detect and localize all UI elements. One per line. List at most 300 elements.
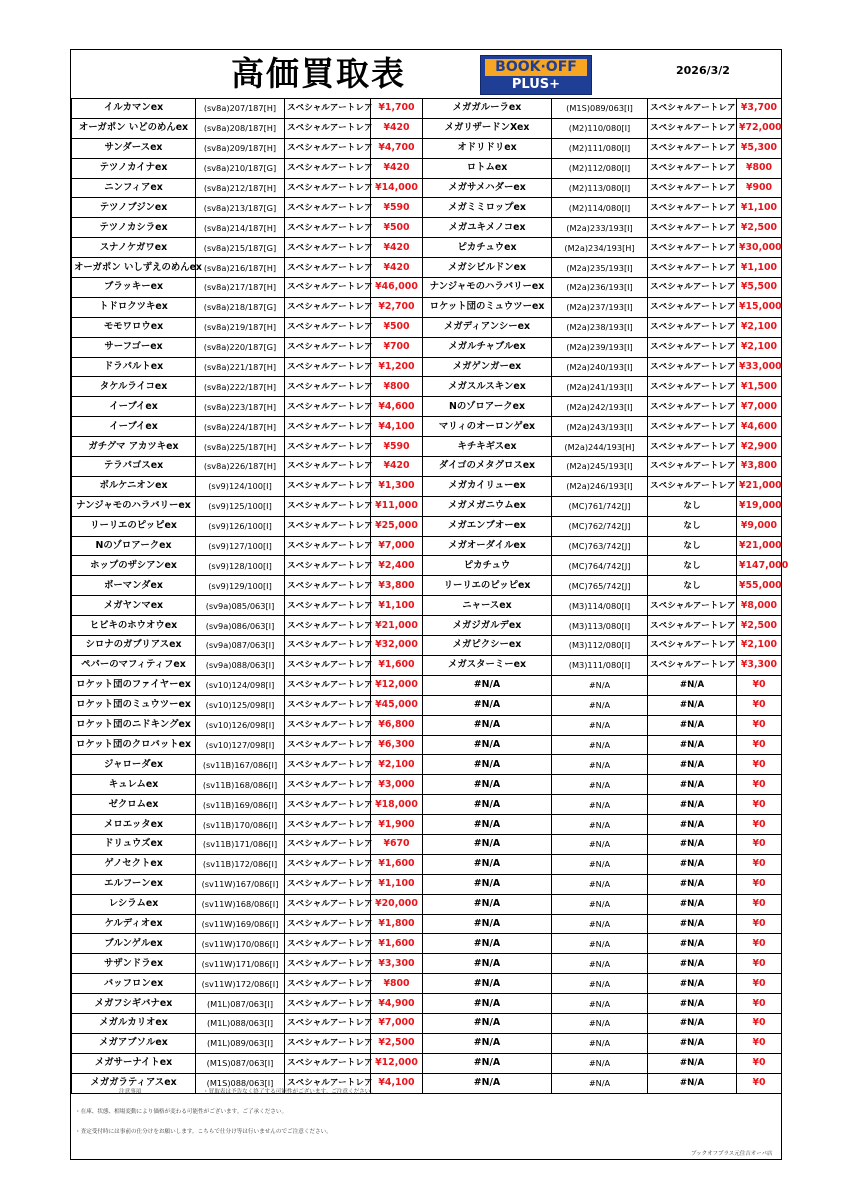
card-name-cell: サザンドラex (72, 954, 196, 974)
table-row (72, 457, 782, 477)
card-name-cell: ジャローダex (72, 755, 196, 775)
card-code-cell: (sv11B)168/086[I] (196, 775, 285, 795)
rarity-cell: スペシャルアートレア (285, 735, 371, 755)
table-row (72, 854, 782, 874)
rarity-cell: #N/A (648, 834, 737, 854)
price-cell: ¥420 (371, 258, 423, 278)
table-row (72, 297, 782, 317)
table-row (72, 894, 782, 914)
price-cell: ¥9,000 (737, 516, 782, 536)
price-cell: ¥7,000 (371, 536, 423, 556)
card-code-cell: (M2a)235/193[I] (552, 258, 648, 278)
rarity-cell: #N/A (648, 1073, 737, 1093)
card-code-cell: (MC)763/742[J] (552, 536, 648, 556)
table-row (72, 596, 782, 616)
rarity-cell: スペシャルアートレア (285, 178, 371, 198)
rarity-cell: スペシャルアートレア (285, 556, 371, 576)
card-code-cell: (M2a)244/193[H] (552, 437, 648, 457)
card-name-cell: ドラパルトex (72, 357, 196, 377)
card-code-cell: (sv11W)172/086[I] (196, 974, 285, 994)
rarity-cell: スペシャルアートレア (648, 476, 737, 496)
card-code-cell: (sv11W)170/086[I] (196, 934, 285, 954)
price-cell: ¥0 (737, 934, 782, 954)
card-name-cell: シロナのガブリアスex (72, 636, 196, 656)
card-name-cell: メガメガニウムex (423, 496, 552, 516)
rarity-cell: #N/A (648, 1013, 737, 1033)
rarity-cell: #N/A (648, 735, 737, 755)
card-code-cell: (M1L)089/063[I] (196, 1033, 285, 1053)
rarity-cell: スペシャルアートレア (285, 775, 371, 795)
table-row (72, 437, 782, 457)
rarity-cell: スペシャルアートレア (285, 496, 371, 516)
card-code-cell: (M3)113/080[I] (552, 616, 648, 636)
rarity-cell: なし (648, 536, 737, 556)
price-cell: ¥700 (371, 337, 423, 357)
card-name-cell: ブラッキーex (72, 278, 196, 298)
card-code-cell: (M2a)246/193[I] (552, 476, 648, 496)
table-row (72, 914, 782, 934)
card-code-cell: #N/A (552, 1053, 648, 1073)
card-code-cell: (sv9)129/100[I] (196, 576, 285, 596)
card-name-cell: ダイゴのメタグロスex (423, 457, 552, 477)
price-cell: ¥21,000 (737, 476, 782, 496)
card-name-cell: ナンジャモのハラバリーex (423, 278, 552, 298)
price-cell: ¥800 (371, 974, 423, 994)
table-row (72, 675, 782, 695)
card-code-cell: (sv8a)212/187[H] (196, 178, 285, 198)
rarity-cell: スペシャルアートレア (648, 218, 737, 238)
card-name-cell: #N/A (423, 1053, 552, 1073)
card-name-cell: ホップのザシアンex (72, 556, 196, 576)
card-name-cell: ケルディオex (72, 914, 196, 934)
rarity-cell: #N/A (648, 914, 737, 934)
rarity-cell: スペシャルアートレア (285, 874, 371, 894)
card-name-cell: ガチグマ アカツキex (72, 437, 196, 457)
rarity-cell: スペシャルアートレア (285, 357, 371, 377)
card-name-cell: ロケット団のファイヤーex (72, 675, 196, 695)
card-name-cell: メガヤンマex (72, 596, 196, 616)
card-name-cell: オーガポン いしずえのめんex (72, 258, 196, 278)
card-code-cell: #N/A (552, 815, 648, 835)
card-name-cell: ロケット団のニドキングex (72, 715, 196, 735)
price-cell: ¥0 (737, 695, 782, 715)
card-name-cell: メロエッタex (72, 815, 196, 835)
price-cell: ¥3,800 (371, 576, 423, 596)
rarity-cell: スペシャルアートレア (285, 218, 371, 238)
price-cell: ¥420 (371, 158, 423, 178)
table-row (72, 954, 782, 974)
price-cell: ¥3,800 (737, 457, 782, 477)
price-cell: ¥420 (371, 457, 423, 477)
card-code-cell: #N/A (552, 994, 648, 1014)
card-code-cell: (MC)765/742[J] (552, 576, 648, 596)
card-code-cell: (sv11B)172/086[I] (196, 854, 285, 874)
price-cell: ¥0 (737, 715, 782, 735)
rarity-cell: #N/A (648, 795, 737, 815)
card-name-cell: メガスターミーex (423, 655, 552, 675)
card-name-cell: メガルカリオex (72, 1013, 196, 1033)
price-cell: ¥45,000 (371, 695, 423, 715)
card-code-cell: (sv8a)216/187[H] (196, 258, 285, 278)
rarity-cell: スペシャルアートレア (648, 138, 737, 158)
rarity-cell: スペシャルアートレア (285, 596, 371, 616)
card-code-cell: (sv11W)169/086[I] (196, 914, 285, 934)
table-row (72, 516, 782, 536)
card-name-cell: ロケット団のミュウツーex (72, 695, 196, 715)
card-code-cell: #N/A (552, 914, 648, 934)
price-cell: ¥2,500 (371, 1033, 423, 1053)
card-code-cell: (sv9)124/100[I] (196, 476, 285, 496)
table-row (72, 198, 782, 218)
card-code-cell: (sv10)127/098[I] (196, 735, 285, 755)
table-row (72, 536, 782, 556)
price-cell: ¥0 (737, 675, 782, 695)
table-row (72, 556, 782, 576)
rarity-cell: スペシャルアートレア (285, 337, 371, 357)
card-code-cell: (M2)114/080[I] (552, 198, 648, 218)
card-name-cell: キュレムex (72, 775, 196, 795)
table-row (72, 834, 782, 854)
table-row (72, 655, 782, 675)
card-name-cell: モモワロウex (72, 317, 196, 337)
table-row (72, 118, 782, 138)
card-code-cell: (sv9a)088/063[I] (196, 655, 285, 675)
card-name-cell: ピカチュウex (423, 238, 552, 258)
note-line: ・査定受付時には事前の仕分けをお願いします。こちらで仕分け等は行いませんのでご注意ください。 (75, 1129, 332, 1135)
rarity-cell: スペシャルアートレア (648, 258, 737, 278)
price-cell: ¥420 (371, 238, 423, 258)
rarity-cell: なし (648, 516, 737, 536)
card-name-cell: #N/A (423, 695, 552, 715)
card-name-cell: #N/A (423, 1073, 552, 1093)
rarity-cell: #N/A (648, 815, 737, 835)
card-name-cell: バッフロンex (72, 974, 196, 994)
card-code-cell: (M3)112/080[I] (552, 636, 648, 656)
rarity-cell: スペシャルアートレア (285, 695, 371, 715)
logo-wordmark: BOOK·OFF (485, 59, 587, 76)
price-cell: ¥0 (737, 974, 782, 994)
table-row (72, 496, 782, 516)
price-cell: ¥55,000 (737, 576, 782, 596)
card-code-cell: (sv8a)217/187[H] (196, 278, 285, 298)
price-cell: ¥1,600 (371, 655, 423, 675)
card-name-cell: #N/A (423, 854, 552, 874)
card-code-cell: (sv11W)168/086[I] (196, 894, 285, 914)
card-name-cell: メガカイリューex (423, 476, 552, 496)
rarity-cell: スペシャルアートレア (648, 636, 737, 656)
price-cell: ¥25,000 (371, 516, 423, 536)
price-cell: ¥1,100 (737, 198, 782, 218)
price-cell: ¥7,000 (371, 1013, 423, 1033)
card-name-cell: #N/A (423, 874, 552, 894)
card-name-cell: メガアブソルex (72, 1033, 196, 1053)
card-code-cell: #N/A (552, 1073, 648, 1093)
rarity-cell: #N/A (648, 755, 737, 775)
card-code-cell: (M2a)240/193[I] (552, 357, 648, 377)
card-name-cell: イルカマンex (72, 99, 196, 119)
rarity-cell: スペシャルアートレア (648, 616, 737, 636)
card-name-cell: メガリザードンXex (423, 118, 552, 138)
card-code-cell: #N/A (552, 795, 648, 815)
rarity-cell: スペシャルアートレア (648, 357, 737, 377)
rarity-cell: #N/A (648, 894, 737, 914)
price-cell: ¥0 (737, 795, 782, 815)
card-name-cell: メガゲンガーex (423, 357, 552, 377)
rarity-cell: スペシャルアートレア (285, 1013, 371, 1033)
card-name-cell: ナンジャモのハラバリーex (72, 496, 196, 516)
card-code-cell: #N/A (552, 735, 648, 755)
card-name-cell: ロトムex (423, 158, 552, 178)
card-code-cell: #N/A (552, 695, 648, 715)
price-cell: ¥6,300 (371, 735, 423, 755)
price-cell: ¥18,000 (371, 795, 423, 815)
card-code-cell: (M2a)237/193[I] (552, 297, 648, 317)
card-name-cell: サーフゴーex (72, 337, 196, 357)
price-cell: ¥1,600 (371, 934, 423, 954)
table-row (72, 974, 782, 994)
price-cell: ¥4,700 (371, 138, 423, 158)
rarity-cell: スペシャルアートレア (648, 238, 737, 258)
price-cell: ¥0 (737, 775, 782, 795)
price-cell: ¥0 (737, 894, 782, 914)
card-name-cell: ペパーのマフィティフex (72, 655, 196, 675)
card-code-cell: (MC)761/742[J] (552, 496, 648, 516)
price-cell: ¥590 (371, 437, 423, 457)
price-cell: ¥46,000 (371, 278, 423, 298)
rarity-cell: スペシャルアートレア (285, 417, 371, 437)
price-cell: ¥4,900 (371, 994, 423, 1014)
card-name-cell: ロケット団のクロバットex (72, 735, 196, 755)
rarity-cell: スペシャルアートレア (285, 755, 371, 775)
table-row (72, 158, 782, 178)
price-cell: ¥500 (371, 218, 423, 238)
card-name-cell: ボルケニオンex (72, 476, 196, 496)
table-row (72, 874, 782, 894)
rarity-cell: スペシャルアートレア (648, 437, 737, 457)
price-cell: ¥0 (737, 874, 782, 894)
price-table-body (72, 99, 789, 1094)
card-name-cell: ゼクロムex (72, 795, 196, 815)
card-code-cell: (MC)764/742[J] (552, 556, 648, 576)
table-row (72, 417, 782, 437)
card-name-cell: ニャースex (423, 596, 552, 616)
card-code-cell: #N/A (552, 1013, 648, 1033)
rarity-cell: スペシャルアートレア (285, 238, 371, 258)
card-name-cell: #N/A (423, 914, 552, 934)
card-name-cell: メガユキメノコex (423, 218, 552, 238)
price-cell: ¥14,000 (371, 178, 423, 198)
card-code-cell: (M2a)243/193[I] (552, 417, 648, 437)
price-cell: ¥0 (737, 994, 782, 1014)
card-code-cell: (sv10)124/098[I] (196, 675, 285, 695)
card-name-cell: #N/A (423, 675, 552, 695)
rarity-cell: なし (648, 556, 737, 576)
note-line: ・買取表は予告なく終了する可能性がございます。ご注意ください。 (203, 1089, 376, 1095)
price-cell: ¥0 (737, 1073, 782, 1093)
price-cell: ¥0 (737, 755, 782, 775)
table-row (72, 815, 782, 835)
card-code-cell: #N/A (552, 834, 648, 854)
card-name-cell: ロケット団のミュウツーex (423, 297, 552, 317)
card-name-cell: メガフシギバナex (72, 994, 196, 1014)
price-cell: ¥900 (737, 178, 782, 198)
rarity-cell: スペシャルアートレア (648, 178, 737, 198)
card-name-cell: #N/A (423, 815, 552, 835)
price-cell: ¥1,700 (371, 99, 423, 119)
sheet-header (71, 50, 781, 98)
rarity-cell: スペシャルアートレア (285, 715, 371, 735)
card-code-cell: (sv10)125/098[I] (196, 695, 285, 715)
price-cell: ¥72,000 (737, 118, 782, 138)
card-code-cell: (sv8a)208/187[H] (196, 118, 285, 138)
rarity-cell: #N/A (648, 1053, 737, 1073)
card-name-cell: キチキギスex (423, 437, 552, 457)
table-row (72, 775, 782, 795)
table-row (72, 397, 782, 417)
card-code-cell: (sv8a)219/187[H] (196, 317, 285, 337)
card-name-cell: #N/A (423, 834, 552, 854)
price-cell: ¥5,300 (737, 138, 782, 158)
price-cell: ¥32,000 (371, 636, 423, 656)
table-row (72, 138, 782, 158)
price-cell: ¥12,000 (371, 1053, 423, 1073)
table-row (72, 1013, 782, 1033)
card-code-cell: (sv9)127/100[I] (196, 536, 285, 556)
card-code-cell: (sv8a)225/187[H] (196, 437, 285, 457)
card-name-cell: #N/A (423, 994, 552, 1014)
price-cell: ¥2,100 (737, 636, 782, 656)
card-name-cell: ゲノセクトex (72, 854, 196, 874)
price-cell: ¥21,000 (737, 536, 782, 556)
card-name-cell: テツノブジンex (72, 198, 196, 218)
price-cell: ¥5,500 (737, 278, 782, 298)
card-code-cell: (M2a)242/193[I] (552, 397, 648, 417)
price-cell: ¥21,000 (371, 616, 423, 636)
table-row (72, 1033, 782, 1053)
card-code-cell: #N/A (552, 775, 648, 795)
card-name-cell: レシラムex (72, 894, 196, 914)
table-row (72, 357, 782, 377)
price-cell: ¥1,500 (737, 377, 782, 397)
price-cell: ¥0 (737, 834, 782, 854)
card-name-cell: メガエンブオーex (423, 516, 552, 536)
price-cell: ¥19,000 (737, 496, 782, 516)
rarity-cell: #N/A (648, 934, 737, 954)
card-name-cell: イーブイex (72, 397, 196, 417)
table-row (72, 576, 782, 596)
card-name-cell: メガサーナイトex (72, 1053, 196, 1073)
card-name-cell: Nのゾロアークex (72, 536, 196, 556)
card-name-cell: #N/A (423, 715, 552, 735)
card-name-cell: メガピクシーex (423, 636, 552, 656)
notes-section (71, 1084, 781, 1159)
card-name-cell: #N/A (423, 934, 552, 954)
price-cell: ¥20,000 (371, 894, 423, 914)
card-name-cell: #N/A (423, 775, 552, 795)
rarity-cell: スペシャルアートレア (285, 994, 371, 1014)
card-code-cell: #N/A (552, 974, 648, 994)
card-name-cell: #N/A (423, 954, 552, 974)
card-code-cell: (sv8a)207/187[H] (196, 99, 285, 119)
card-code-cell: (sv11B)167/086[I] (196, 755, 285, 775)
price-cell: ¥3,300 (371, 954, 423, 974)
card-name-cell: オドリドリex (423, 138, 552, 158)
price-cell: ¥4,100 (371, 1073, 423, 1093)
rarity-cell: スペシャルアートレア (648, 397, 737, 417)
card-code-cell: (sv10)126/098[I] (196, 715, 285, 735)
card-code-cell: (sv11B)169/086[I] (196, 795, 285, 815)
rarity-cell: スペシャルアートレア (285, 317, 371, 337)
card-code-cell: #N/A (552, 874, 648, 894)
card-name-cell: タケルライコex (72, 377, 196, 397)
rarity-cell: スペシャルアートレア (648, 377, 737, 397)
rarity-cell: スペシャルアートレア (285, 437, 371, 457)
rarity-cell: #N/A (648, 695, 737, 715)
card-name-cell: メガシビルドンex (423, 258, 552, 278)
rarity-cell: スペシャルアートレア (285, 834, 371, 854)
card-name-cell: ボーマンダex (72, 576, 196, 596)
card-name-cell: メガディアンシーex (423, 317, 552, 337)
card-code-cell: (sv9)125/100[I] (196, 496, 285, 516)
price-cell: ¥590 (371, 198, 423, 218)
card-name-cell: #N/A (423, 795, 552, 815)
card-code-cell: (sv8a)209/187[H] (196, 138, 285, 158)
price-cell: ¥0 (737, 815, 782, 835)
price-cell: ¥0 (737, 1033, 782, 1053)
rarity-cell: #N/A (648, 874, 737, 894)
rarity-cell: スペシャルアートレア (648, 278, 737, 298)
rarity-cell: スペシャルアートレア (648, 317, 737, 337)
rarity-cell: スペシャルアートレア (285, 297, 371, 317)
card-name-cell: メガスルスキンex (423, 377, 552, 397)
card-code-cell: (M2)111/080[I] (552, 138, 648, 158)
card-name-cell: サンダースex (72, 138, 196, 158)
card-name-cell: メガオーダイルex (423, 536, 552, 556)
price-cell: ¥500 (371, 317, 423, 337)
rarity-cell: スペシャルアートレア (285, 118, 371, 138)
price-cell: ¥2,100 (737, 337, 782, 357)
card-name-cell: メガジガルデex (423, 616, 552, 636)
card-name-cell: エルフーンex (72, 874, 196, 894)
table-row (72, 258, 782, 278)
card-name-cell: #N/A (423, 1033, 552, 1053)
card-code-cell: (M1L)088/063[I] (196, 1013, 285, 1033)
card-name-cell: #N/A (423, 894, 552, 914)
card-code-cell: #N/A (552, 675, 648, 695)
card-code-cell: #N/A (552, 854, 648, 874)
price-cell: ¥2,700 (371, 297, 423, 317)
card-name-cell: オーガポン いどのめんex (72, 118, 196, 138)
card-code-cell: (M2a)234/193[H] (552, 238, 648, 258)
card-code-cell: (M1S)088/063[I] (196, 1073, 285, 1093)
rarity-cell: #N/A (648, 974, 737, 994)
rarity-cell: スペシャルアートレア (648, 417, 737, 437)
rarity-cell: スペシャルアートレア (285, 476, 371, 496)
card-name-cell: マリィのオーロンゲex (423, 417, 552, 437)
card-name-cell: Nのゾロアークex (423, 397, 552, 417)
card-name-cell: #N/A (423, 755, 552, 775)
card-code-cell: (M2a)236/193[I] (552, 278, 648, 298)
table-row (72, 337, 782, 357)
price-cell: ¥1,100 (371, 596, 423, 616)
rarity-cell: スペシャルアートレア (648, 337, 737, 357)
card-code-cell: (M2)110/080[I] (552, 118, 648, 138)
card-name-cell: トドロクツキex (72, 297, 196, 317)
rarity-cell: なし (648, 576, 737, 596)
card-code-cell: (M3)111/080[I] (552, 655, 648, 675)
rarity-cell: #N/A (648, 675, 737, 695)
price-cell: ¥1,900 (371, 815, 423, 835)
